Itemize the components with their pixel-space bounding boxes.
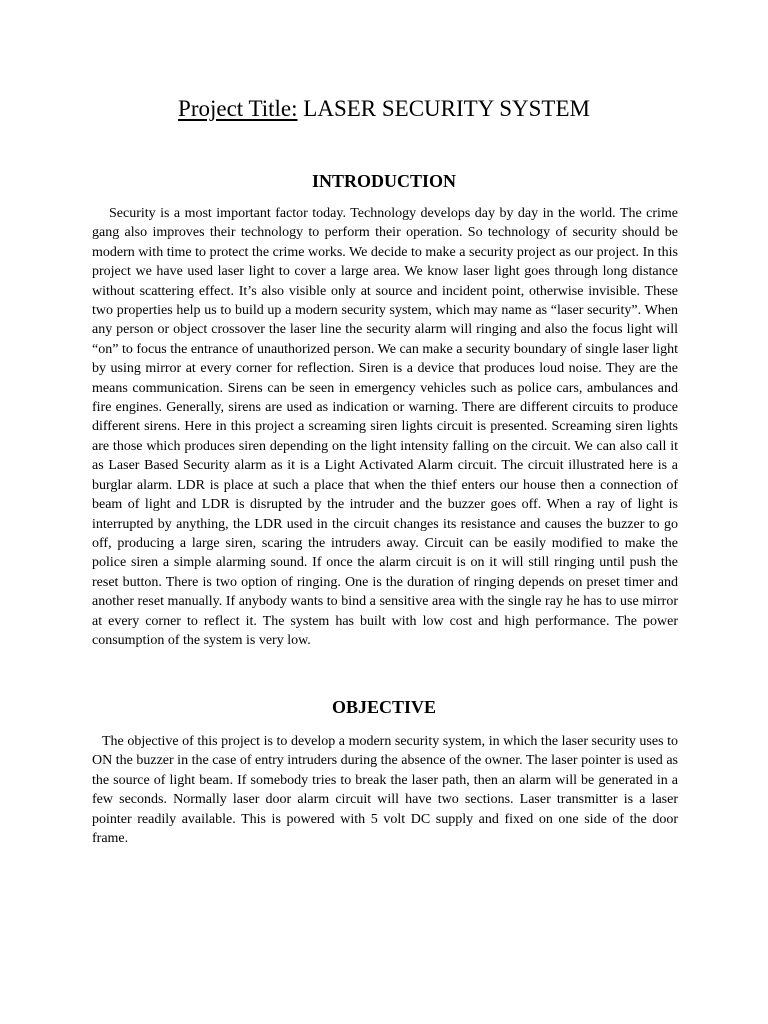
objective-heading: OBJECTIVE [331,697,437,717]
title-text: LASER SECURITY SYSTEM [303,96,590,121]
objective-paragraph: The objective of this project is to develop a modern security system, in which the laser security uses to ON the buzzer in the case of entry intruders during the absence of the owner. The laser pointer is used as the source of light beam. If somebody tries to break the laser path, then an alarm will be generated in a few seconds. Normally laser door alarm circuit will have two sections. Laser transmitter is a laser pointer readily available. This is powered with 5 volt DC supply and fixed on one side of the door frame. [92,734,678,847]
title-label: Project Title: [178,96,298,121]
introduction-paragraph: Security is a most important factor today. Technology develops day by day in the world. The crime gang also improves their technology to perform their operation. So technology of security should be modern with time to protect the crime works. We decide to make a security project as our project. In this project we have used laser light to cover a large area. We know laser light goes through long distance without scattering effect. It’s also visible only at source and incident point, otherwise invisible. These two properties help us to build up a modern security system, which may name as “laser security”. When any person or object crossover the laser line the security alarm will ringing and also the focus light will “on” to focus the entrance of unauthorized person. We can make a security boundary of single laser light by using mirror at every corner for reflection. Siren is a device that produces loud noise. They are the means communication. Sirens can be seen in emergency vehicles such as police cars, ambulances and fire engines. Generally, sirens are used as indication or warning. There are different circuits to produce different sirens. Here in this project a screaming siren lights circuit is presented. Screaming siren lights are those which produces siren depending on the light intensity falling on the circuit. We can also call it as Laser Based Security alarm as it is a Light Activated Alarm circuit. The circuit illustrated here is a burglar alarm. LDR is place at such a place that when the thief enters our house then a connection of beam of light and LDR is disrupted by the intruder and the buzzer goes off. When a ray of light is interrupted by anything, the LDR used in the circuit changes its resistance and causes the buzzer to go off, producing a large siren, scaring the intruders away. Circuit can be easily modified to make the police siren a simple alarming sound. If once the alarm circuit is on it will still ringing until push the reset button. There is two option of ringing. One is the duration of ringing depends on preset timer and another reset manually. If anybody wants to bind a sensitive area with the single ray he has to use mirror at every corner to reflect it. The system has built with low cost and high performance. The power consumption of the system is very low. [92,206,678,648]
introduction-heading: INTRODUCTION [311,171,457,191]
project-title [0,92,768,126]
